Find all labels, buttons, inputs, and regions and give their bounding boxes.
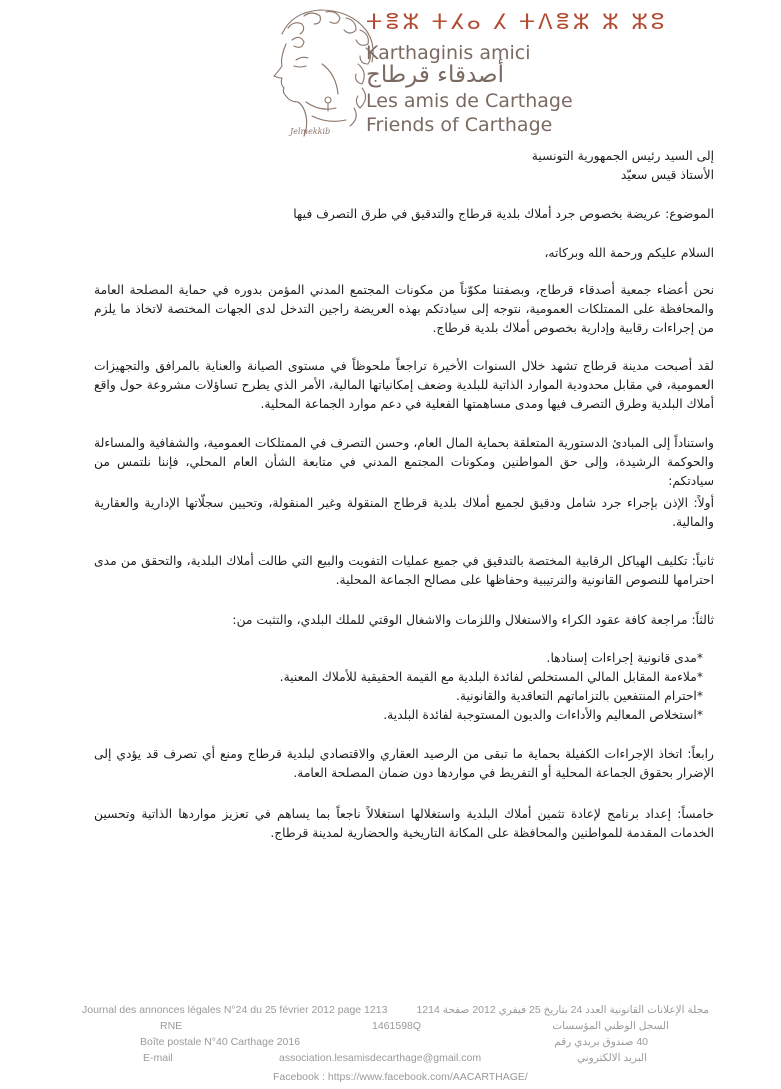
french-name: Les amis de Carthage	[366, 90, 573, 112]
letterhead	[262, 4, 668, 140]
svg-text:Jelmekkib: Jelmekkib	[290, 127, 331, 136]
journal-reference-ar: مجلة الإعلانات القانونية العدد 24 بتاريخ 25 فيفري 2012 صفحة 1214	[416, 1004, 709, 1016]
rne-label-ar: السجل الوطني المؤسسات	[552, 1020, 669, 1032]
list-item: *احترام المنتفعين بالتزاماتهم التعاقدية والقانونية.	[455, 689, 703, 703]
english-name: Friends of Carthage	[366, 114, 553, 136]
email-label: E-mail	[143, 1052, 173, 1064]
email-address-link[interactable]: association.lesamisdecarthage@gmail.com	[279, 1052, 482, 1064]
third-request-line: ثالثاً: مراجعة كافة عقود الكراء والاستغلال واللزمات والاشغال الوقتي للملك البلدي، والتثبت من:	[232, 613, 714, 627]
second-request-paragraph: ثانياً: تكليف الهياكل الرقابية المختصة بالتدقيق في جميع عمليات التفويت والبيع التي طالت أملاك البلدية، والتحقق من مدى احترامها للنصوص القانونية والترتيبية وحفاظها على مصالح الجماعة المحلية.	[94, 554, 714, 588]
basis-paragraph: واستناداً إلى المبادئ الدستورية المتعلقة بحماية المال العام، وحسن التصرف في الممتلكات العمومية، والشفافية والمساءلة والحوكمة الرشيدة، وإلى حق المواطنين ومكونات المجتمع المدني في متابعة الشأن العام المحلي، فإننا نلتمس من سيادتكم:	[94, 436, 714, 489]
letter-footer	[0, 996, 781, 1089]
first-request-paragraph: أولاً: الإذن بإجراء جرد شامل ودقيق لجميع أملاك بلدية قرطاج المنقولة وغير المنقولة، وتحيين سجلّاتها الإدارية والعقارية والمالية.	[94, 496, 714, 530]
greeting-line: السلام عليكم ورحمة الله وبركاته،	[544, 246, 714, 260]
latin-name: Karthaginis amici	[366, 42, 531, 64]
facebook-link[interactable]: Facebook : https://www.facebook.com/AACARTHAGE/	[273, 1071, 528, 1083]
punic-script-title: ⵜⴻⵣ ⵜⵃⴰ ⵃ ⵜⴷⴻⵣ ⵣ ⵣⵓ	[366, 10, 668, 34]
rne-label: RNE	[160, 1020, 183, 1032]
recipient-line-1: إلى السيد رئيس الجمهورية التونسية	[531, 149, 714, 163]
postal-box-fr: Boîte postale N°40 Carthage 2016	[140, 1036, 301, 1048]
context-paragraph: لقد أصبحت مدينة قرطاج تشهد خلال السنوات الأخيرة تراجعاً ملحوظاً في مستوى الصيانة والعناية بالمرافق والتجهيزات العمومية، في مقابل محدودية الموارد الذاتية للبلدية وضعف إمكانياتها المالية، الأمر الذي يطرح تساؤلات مشروعة حول واقع أملاك البلدية وطرق التصرف فيها ومدى مساهمتها الفعلية في دعم موارد الجماعة المحلية.	[94, 359, 714, 412]
recipient-line-2: الأستاذ قيس سعيّد	[620, 168, 714, 182]
fourth-request-paragraph: رابعاً: اتخاذ الإجراءات الكفيلة بحماية ما تبقى من الرصيد العقاري والاقتصادي لبلدية قرطاج ومنع أي تصرف قد يؤدي إلى الإضرار بحقوق الجماعة المحلية أو التفريط في مواردها دون ضمان المصلحة العامة.	[94, 747, 714, 781]
journal-reference-fr: Journal des annonces légales N°24 du 25 février 2012 page 1213	[82, 1004, 388, 1016]
postal-box-ar: 40 صندوق بريدي رقم	[554, 1036, 648, 1048]
fifth-request-paragraph: خامساً: إعداد برنامج لإعادة تثمين أملاك البلدية واستغلالها استغلالاً ناجعاً بما يساهم في تعزيز مواردها الذاتية وتحسين الخدمات المقدمة للمواطنين والمحافظة على المكانة التاريخية والحضارية لمدينة قرطاج.	[94, 807, 714, 841]
list-item: *استخلاص المعاليم والأداءات والديون المستوجبة لفائدة البلدية.	[383, 708, 703, 722]
subject-line: الموضوع: عريضة بخصوص جرد أملاك بلدية قرطاج والتدقيق في طرق التصرف فيها	[293, 207, 714, 221]
list-item: *ملاءمة المقابل المالي المستخلص لفائدة البلدية مع القيمة الحقيقية للأملاك المعنية.	[279, 670, 703, 684]
rne-value: 1461598Q	[372, 1020, 422, 1032]
intro-paragraph: نحن أعضاء جمعية أصدقاء قرطاج، وبصفتنا مكوّناً من مكونات المجتمع المدني المؤمن بدوره في حماية المصلحة العامة والمحافظة على الممتلكات العمومية، نتوجه إلى سيادتكم بهذه العريضة راجين التدخل لدى الجهات المختصة لاتخاذ ما يلزم من إجراءات رقابية وإدارية بخصوص أملاك بلدية قرطاج.	[94, 283, 714, 336]
list-item: *مدى قانونية إجراءات إسنادها.	[546, 651, 703, 665]
arabic-name: أصدقاء قرطاج	[366, 62, 504, 88]
email-label-ar: البريد الالكتروني	[576, 1052, 647, 1064]
